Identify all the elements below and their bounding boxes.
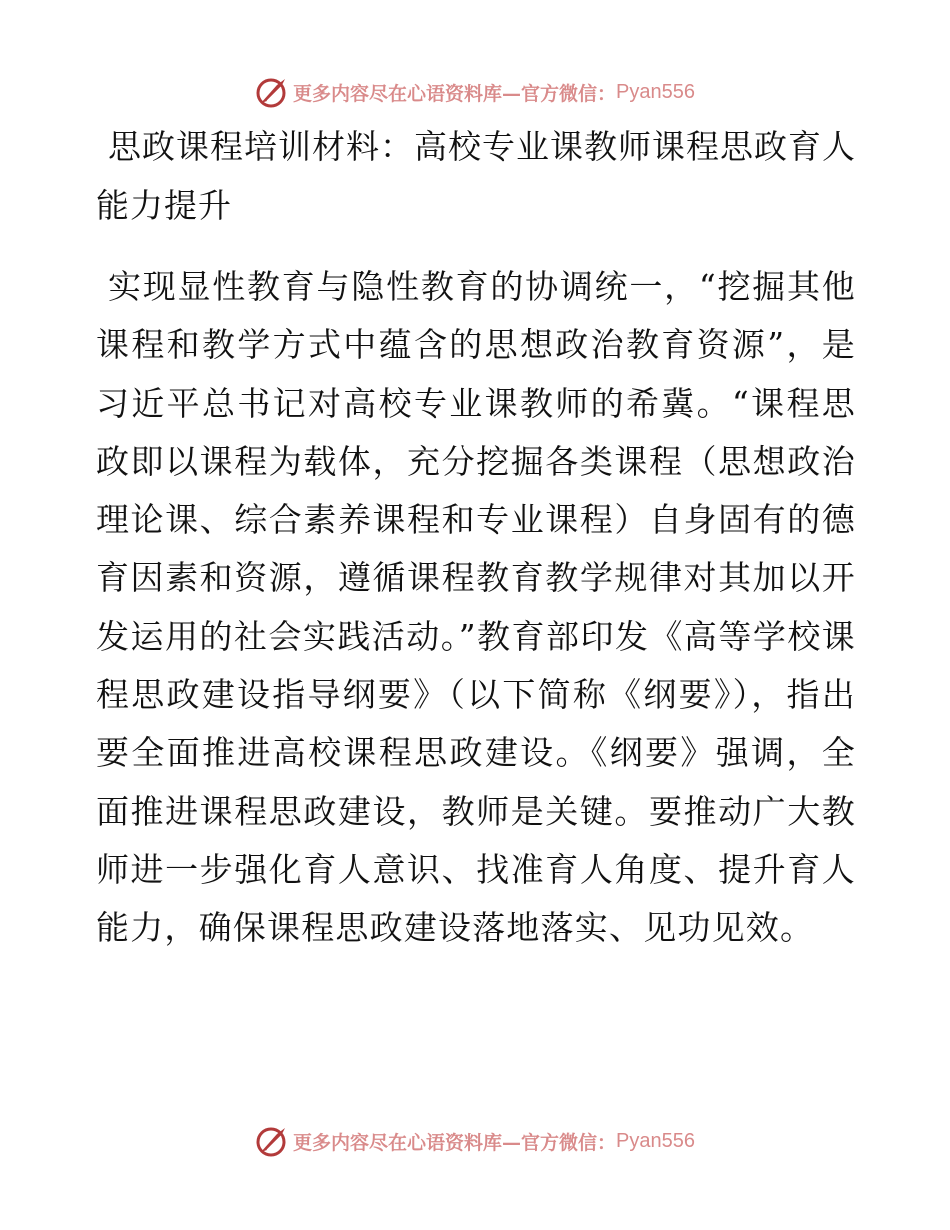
document-body <box>96 117 856 958</box>
footer-watermark <box>0 1121 950 1161</box>
footer-watermark-text: 更多内容尽在心语资料库—官方微信： <box>293 1131 617 1154</box>
document-title: 思政课程培训材料：高校专业课教师课程思政育人能力提升 <box>96 127 856 225</box>
header-watermark-wechat-id: Pyan556 <box>616 80 695 103</box>
header-watermark-text: 更多内容尽在心语资料库—官方微信： <box>293 82 617 105</box>
document-paragraph: 实现显性教育与隐性教育的协调统一，“挖掘其他课程和教学方式中蕴含的思想政治教育资源”，是习近平总书记对高校专业课教师的希冀。“课程思政即以课程为载体，充分挖掘各类课程（思想政治理论课、综合素养课程和专业课程）自身固有的德育因素和资源，遵循课程教育教学规律对其加以开发运用的社会实践活动。”教育部印发《高等学校课程思政建设指导纲要》（以下简称《纲要》），指出要全面推进高校课程思政建设。《纲要》强调，全面推进课程思政建设，教师是关键。要推动广大教师进一步强化育人意识、找准育人角度、提升育人能力，确保课程思政建设落地落实、见功见效。 <box>96 267 856 948</box>
footer-watermark-wechat-id: Pyan556 <box>616 1129 695 1152</box>
feather-seal-logo-icon <box>255 1124 289 1158</box>
feather-seal-logo-icon <box>255 75 289 109</box>
header-watermark <box>0 72 950 112</box>
